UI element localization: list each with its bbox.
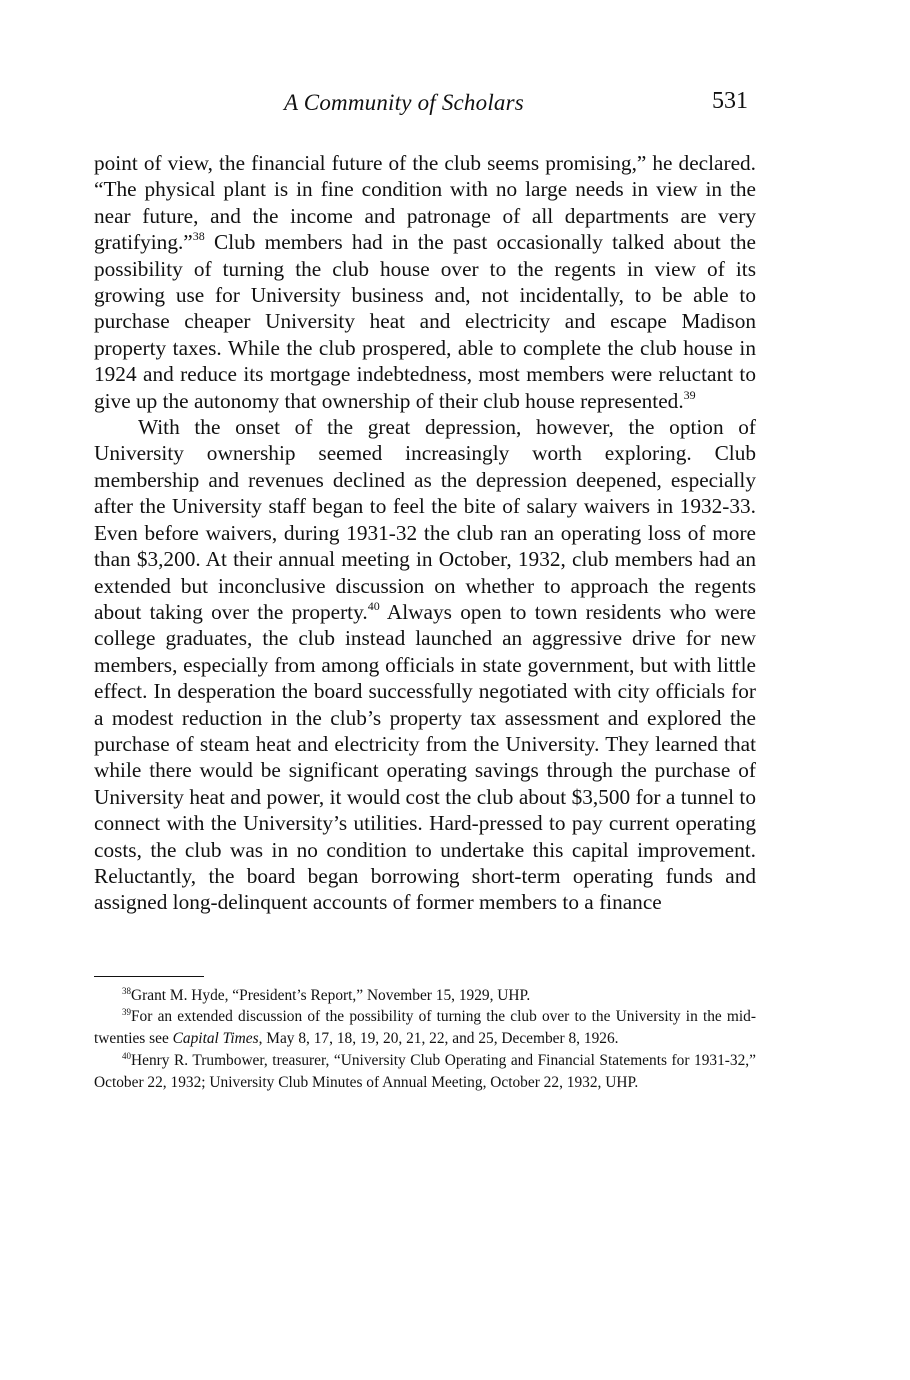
- footnote-38: [94, 985, 756, 1007]
- running-head: [94, 88, 756, 124]
- paragraph-text: point of view, the financial future of the club seems promising,” he declared. “The physical plant is in fine condition with no large needs in view in the near future, and the income and patronage of all departments are very gratifying.”: [94, 151, 756, 255]
- footnote-number: 40: [122, 1050, 131, 1061]
- footnote-40: [94, 1050, 756, 1093]
- footnote-divider: [94, 976, 204, 977]
- footnote-text: For an extended discussion of the possibility of turning the club over to the University in the mid-twenties see: [94, 1008, 756, 1048]
- footnote-number: 38: [122, 985, 131, 996]
- footnote-ref-39: 39: [683, 387, 696, 402]
- paragraph-text: Club members had in the past occasionally talked about the possibility of turning the club house over to the regents in view of its growing use for University business and, not incidentally, to be able to purchase cheaper University heat and electricity and escape Madison property taxes. While the club prospered, able to complete the club house in 1924 and reduce its mortgage indebtedness, most members were reluctant to give up the autonomy that ownership of their club house represented.: [94, 230, 756, 413]
- footnote-text: Grant M. Hyde, “President’s Report,” November 15, 1929, UHP.: [131, 986, 531, 1004]
- paragraph-2: [94, 414, 756, 916]
- footnote-italic-title: Capital Times: [172, 1030, 259, 1048]
- footnote-39: [94, 1006, 756, 1049]
- footnote-ref-38: 38: [192, 229, 205, 244]
- footnote-text: , May 8, 17, 18, 19, 20, 21, 22, and 25, December 8, 1926.: [258, 1030, 619, 1048]
- page-number: 531: [712, 88, 748, 114]
- footnote-text: Henry R. Trumbower, treasurer, “University Club Operating and Financial Statements for 1931-32,” October 22, 1932; University Club Minutes of Annual Meeting, October 22, 1932, UHP.: [94, 1051, 756, 1091]
- footnote-ref-40: 40: [367, 598, 380, 613]
- paragraph-text: Always open to town residents who were college graduates, the club instead launched an aggressive drive for new members, especially from among officials in state government, but with little effect. In desperation the board successfully negotiated with city officials for a modest reduction in the club’s property tax assessment and explored the purchase of steam heat and electricity from the University. They learned that while there would be significant operating savings through the purchase of University heat and power, it would cost the club about $3,500 for a tunnel to connect with the University’s utilities. Hard-pressed to pay current operating costs, the club was in no condition to undertake this capital improvement. Reluctantly, the board began borrowing short-term operating funds and assigned long-delinquent accounts of former members to a finance: [94, 599, 756, 915]
- footnote-number: 39: [122, 1007, 131, 1018]
- paragraph-1: [94, 150, 756, 414]
- body-text: [94, 150, 756, 916]
- book-page: [94, 88, 756, 1093]
- footnotes: [94, 985, 756, 1094]
- paragraph-text: With the onset of the great depression, however, the option of University ownership seemed increasingly worth exploring. Club membership and revenues declined as the depression deepened, especially after the University staff began to feel the bite of salary waivers in 1932-33. Even before waivers, during 1931-32 the club ran an operating loss of more than $3,200. At their annual meeting in October, 1932, club members had an extended but inconclusive discussion on whether to approach the regents about taking over the property.: [94, 415, 756, 624]
- running-title: A Community of Scholars: [284, 90, 524, 115]
